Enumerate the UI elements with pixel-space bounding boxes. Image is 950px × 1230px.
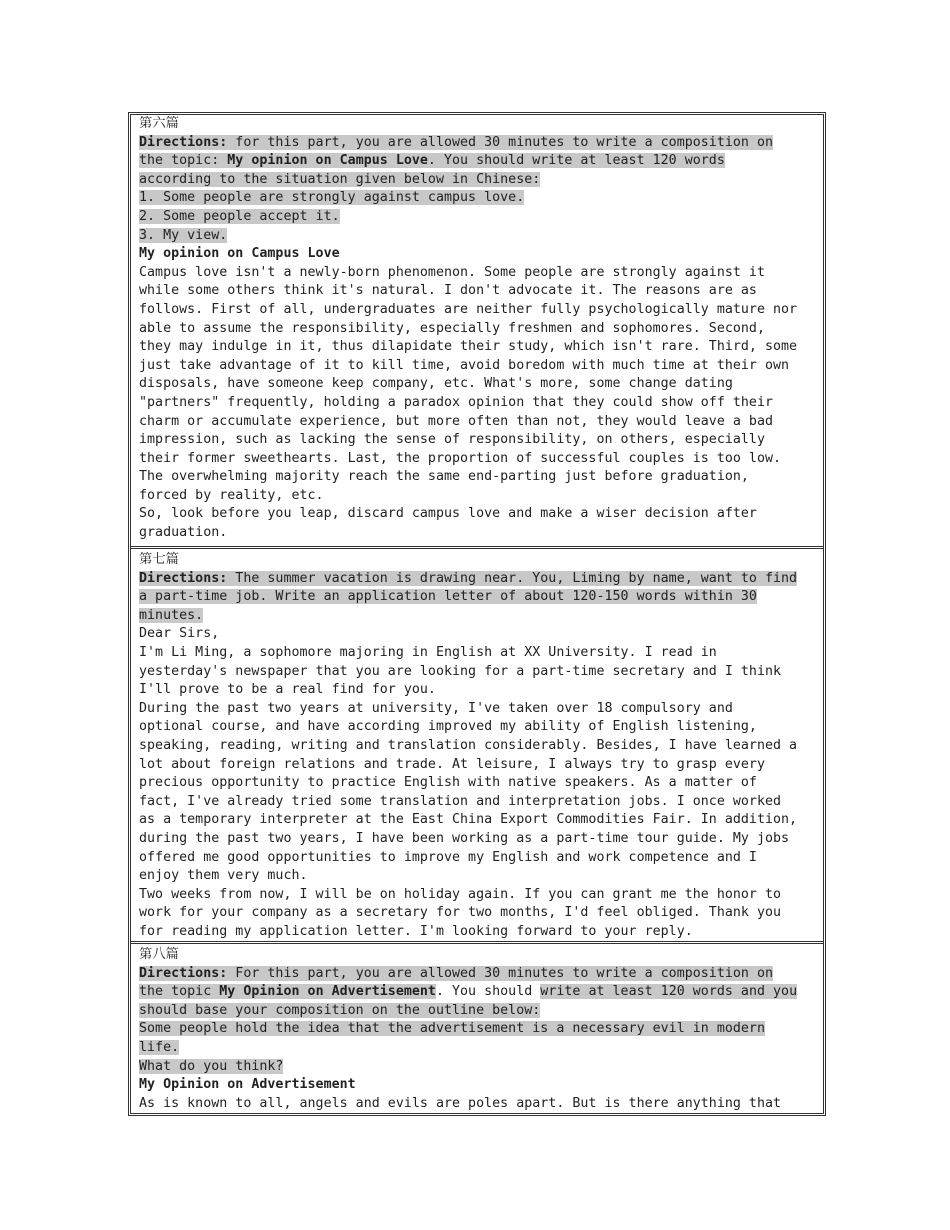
essay-line: able to assume the responsibility, especially freshmen and sophomores. Second,: [139, 320, 765, 336]
essay-line: Campus love isn't a newly-born phenomenon. Some people are strongly against it: [139, 264, 765, 280]
letter-line: speaking, reading, writing and translation considerably. Besides, I have learned a: [139, 737, 798, 753]
letter-line: Dear Sirs,: [139, 626, 220, 642]
essay-line: they may indulge in it, thus dilapidate their study, which isn't rare. Third, some: [139, 339, 798, 355]
letter-line: as a temporary interpreter at the East China Export Commodities Fair. In addition,: [139, 812, 798, 828]
letter-line: for reading my application letter. I'm looking forward to your reply.: [139, 923, 693, 939]
directions-label: Directions:: [139, 134, 228, 150]
letter-line: During the past two years at university, I've taken over 18 compulsory and: [139, 700, 733, 716]
letter-line: enjoy them very much.: [139, 868, 308, 884]
section-7-directions: Directions: The summer vacation is drawing near. You, Liming by name, want to find: [139, 570, 798, 586]
essay-title: My Opinion on Advertisement: [139, 1077, 356, 1093]
letter-line: I'll prove to be a real find for you.: [139, 682, 436, 698]
outline-item: Some people hold the idea that the advertisement is a necessary evil in modern: [139, 1021, 765, 1037]
directions-label: Directions:: [139, 965, 228, 981]
document-frame: [128, 112, 826, 1116]
essay-line: As is known to all, angels and evils are poles apart. But is there anything that: [139, 1095, 782, 1111]
outline-item: 1. Some people are strongly against campus love.: [139, 190, 525, 206]
section-6: 第六篇 Directions: for this part, you are allowed 30 minutes to write a composition on the topic: My opinion on Campus Love. You should write at least 120 words according to the situation given below in Chinese: 1. Some people are strongly against campus love. 2. Some people accept it. 3. My view. My opinion on Campus Love Campus love isn't a newly-born phenomenon. Some people are strongly against it while some others think it's natural. I don't advocate it. The reasons are as follows. First of all, undergraduates are neither fully psychologically mature nor able to assume the responsibility, especially freshmen and sophomores. Second, they may indulge in it, thus dilapidate their study, which isn't rare. Third, some just take advantage of it to kill time, avoid boredom with much time at their own disposals, have someone keep company, etc. What's more, some change dating "partners" frequently, holding a paradox opinion that they could show off their charm or accumulate experience, but more often than not, they would leave a bad impression, such as lacking the sense of responsibility, on others, especially their former sweethearts. Last, the proportion of successful couples is too low. The overwhelming majority reach the same end-parting just before graduation, forced by reality, etc. So, look before you leap, discard campus love and make a wiser decision after graduation.: [131, 115, 823, 548]
essay-line: follows. First of all, undergraduates are neither fully psychologically mature nor: [139, 301, 798, 317]
essay-line: "partners" frequently, holding a paradox opinion that they could show off their: [139, 394, 774, 410]
section-divider: [131, 941, 823, 944]
letter-line: fact, I've already tried some translation and interpretation jobs. I once worked: [139, 793, 782, 809]
essay-line: The overwhelming majority reach the same end-parting just before graduation,: [139, 469, 749, 485]
letter-line: lot about foreign relations and trade. At leisure, I always try to grasp every: [139, 756, 765, 772]
essay-line: forced by reality, etc.: [139, 487, 324, 503]
letter-line: precious opportunity to practice English with native speakers. As a matter of: [139, 775, 757, 791]
topic-title: My Opinion on Advertisement: [219, 984, 436, 1000]
section-7-title: 第七篇: [139, 552, 179, 567]
topic-title: My opinion on Campus Love: [227, 153, 428, 169]
essay-line: disposals, have someone keep company, etc. What's more, some change dating: [139, 376, 733, 392]
essay-line: graduation.: [139, 525, 228, 541]
letter-line: offered me good opportunities to improve my English and work competence and I: [139, 849, 757, 865]
letter-line: optional course, and have according improved my ability of English listening,: [139, 719, 757, 735]
essay-line: while some others think it's natural. I don't advocate it. The reasons are as: [139, 283, 757, 299]
essay-line: their former sweethearts. Last, the proportion of successful couples is too low.: [139, 450, 782, 466]
directions-label: Directions:: [139, 570, 228, 586]
essay-line: charm or accumulate experience, but more often than not, they would leave a bad: [139, 413, 774, 429]
letter-line: I'm Li Ming, a sophomore majoring in English at XX University. I read in: [139, 644, 717, 660]
letter-line: work for your company as a secretary for two months, I'd feel obliged. Thank you: [139, 905, 782, 921]
section-8-directions: Directions: For this part, you are allowed 30 minutes to write a composition on: [139, 965, 774, 981]
outline-item: 2. Some people accept it.: [139, 208, 340, 224]
essay-line: impression, such as lacking the sense of responsibility, on others, especially: [139, 432, 765, 448]
letter-line: during the past two years, I have been working as a part-time tour guide. My jobs: [139, 830, 790, 846]
section-divider: [131, 546, 823, 549]
section-8-title: 第八篇: [139, 947, 179, 962]
outline-item: 3. My view.: [139, 227, 228, 243]
section-7: 第七篇 Directions: The summer vacation is drawing near. You, Liming by name, want to find a part-time job. Write an application letter of about 120-150 words within 30 minutes. Dear Sirs, I'm Li Ming, a sophomore majoring in English at XX University. I read in yesterday's newspaper that you are looking for a part-time secretary and I think I'll prove to be a real find for you. During the past two years at university, I've taken over 18 compulsory and optional course, and have according improved my ability of English listening, speaking, reading, writing and translation considerably. Besides, I have learned a lot about foreign relations and trade. At leisure, I always try to grasp every precious opportunity to practice English with native speakers. As a matter of fact, I've already tried some translation and interpretation jobs. I once worked as a temporary interpreter at the East China Export Commodities Fair. In addition, during the past two years, I have been working as a part-time tour guide. My jobs offered me good opportunities to improve my English and work competence and I enjoy them very much. Two weeks from now, I will be on holiday again. If you can grant me the honor to work for your company as a secretary for two months, I'd feel obliged. Thank you for reading my application letter. I'm looking forward to your reply.: [131, 551, 823, 943]
essay-title: My opinion on Campus Love: [139, 246, 340, 262]
section-6-title: 第六篇: [139, 116, 179, 131]
essay-line: just take advantage of it to kill time, avoid boredom with much time at their own: [139, 357, 790, 373]
section-8: 第八篇 Directions: For this part, you are allowed 30 minutes to write a composition on the topic My Opinion on Advertisement. You should write at least 120 words and you should base your composition on the outline below: Some people hold the idea that the advertisement is a necessary evil in modern life. What do you think? My Opinion on Advertisement As is known to all, angels and evils are poles apart. But is there anything that: [131, 946, 823, 1116]
essay-line: So, look before you leap, discard campus love and make a wiser decision after: [139, 506, 757, 522]
outline-item: What do you think?: [139, 1058, 284, 1074]
letter-line: Two weeks from now, I will be on holiday again. If you can grant me the honor to: [139, 886, 782, 902]
letter-line: yesterday's newspaper that you are looking for a part-time secretary and I think: [139, 663, 782, 679]
section-6-directions: Directions: for this part, you are allowed 30 minutes to write a composition on: [139, 134, 774, 150]
